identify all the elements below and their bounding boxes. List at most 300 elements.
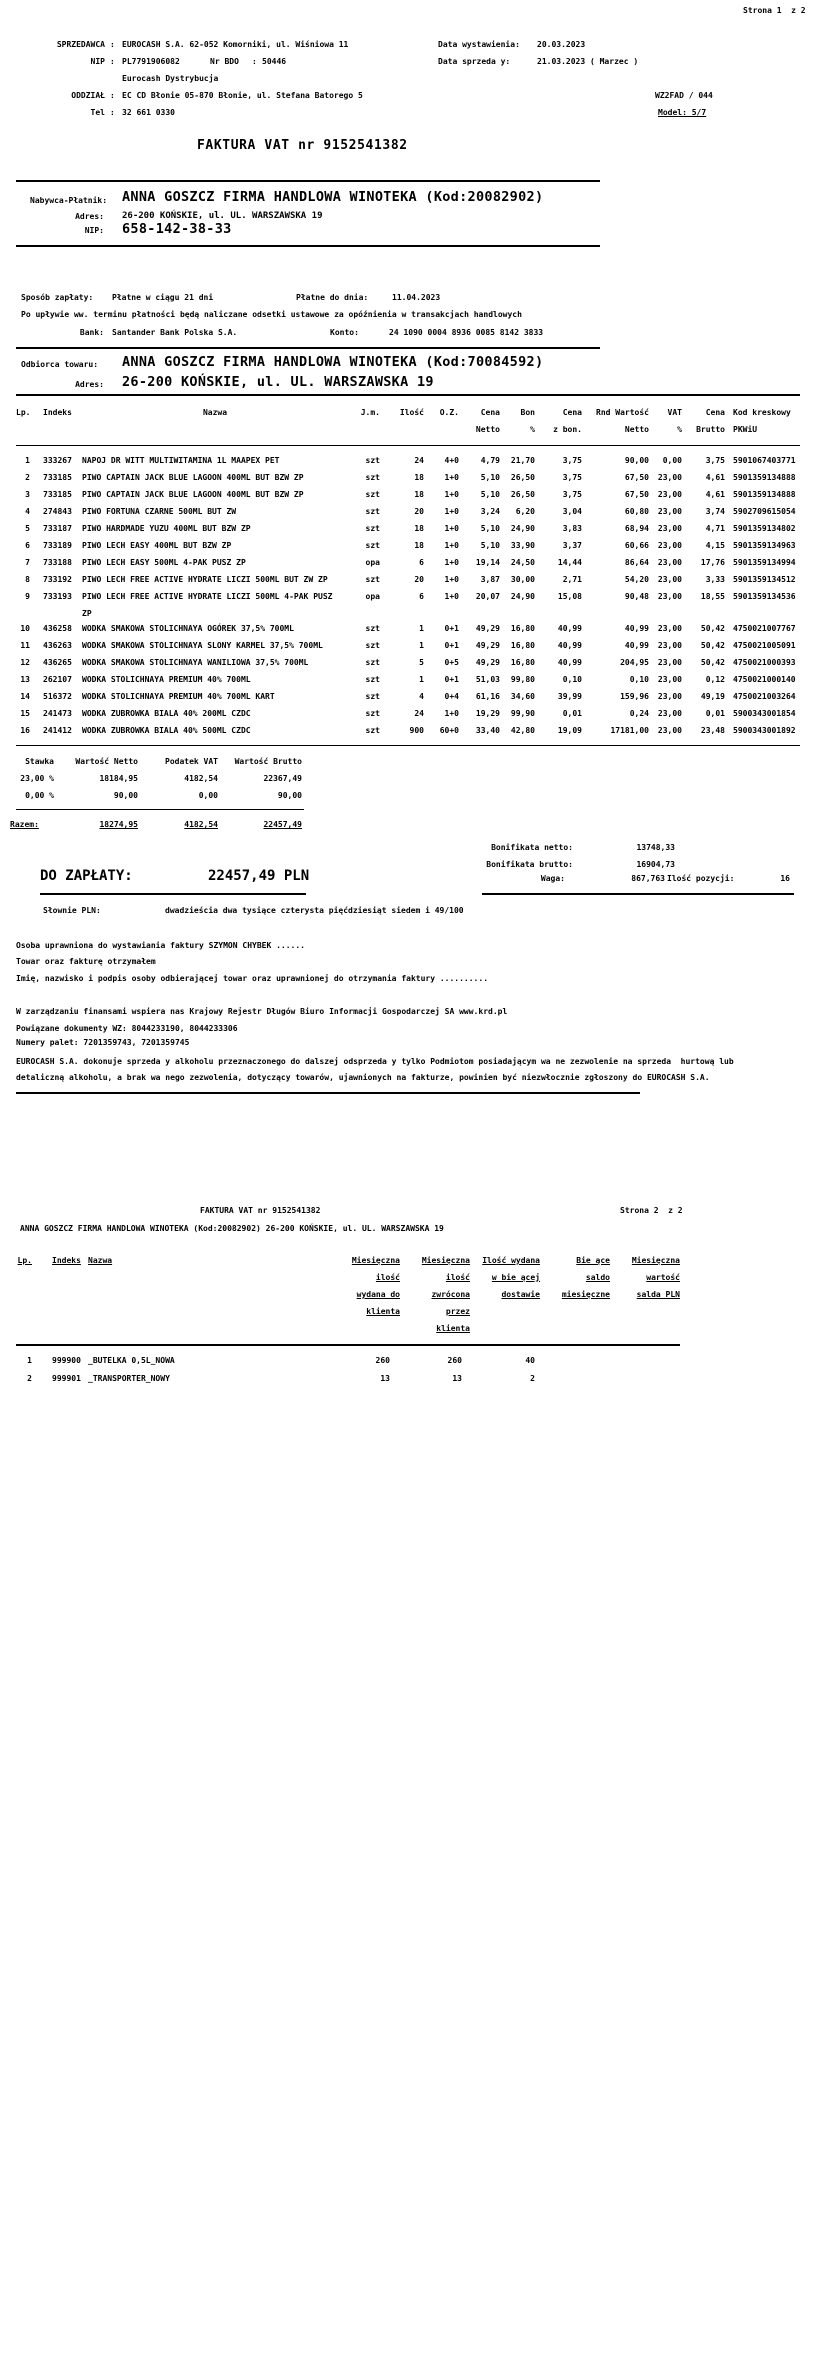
col-vat: 23,00 bbox=[657, 490, 682, 499]
col-wydane-mies-header bbox=[268, 1256, 400, 1341]
col-bon: 16,80 bbox=[510, 624, 535, 633]
col-kod-kreskowy: 4750021007767 bbox=[733, 624, 796, 633]
col-cena-brutto: 23,48 bbox=[700, 726, 725, 735]
weight-value: 867,763 bbox=[631, 874, 665, 883]
col-vat: 23,00 bbox=[657, 641, 682, 650]
col-lp: 4 bbox=[25, 507, 30, 516]
col-cena-brutto: 4,61 bbox=[705, 473, 725, 482]
bonifikata-brutto-value: 16904,73 bbox=[636, 860, 675, 869]
col-cena-z-bon: 39,99 bbox=[557, 692, 582, 701]
col-indeks: 516372 bbox=[43, 692, 72, 701]
item-row bbox=[16, 524, 800, 541]
buyer-label: Nabywca-Płatnik: bbox=[30, 196, 108, 205]
col-vat: 23,00 bbox=[657, 692, 682, 701]
col-kod-kreskowy: Kod kreskowy bbox=[733, 408, 791, 417]
col-cena-netto: Cena bbox=[480, 408, 500, 417]
col-oz: 0+4 bbox=[444, 692, 459, 701]
col-wartosc-netto: 60,66 bbox=[624, 541, 649, 550]
col-vat: 23,00 bbox=[657, 726, 682, 735]
item-row bbox=[16, 726, 800, 743]
col-wartosc-netto: Rnd Wartość bbox=[596, 408, 649, 417]
seller-nip: PL7791906082 bbox=[122, 57, 180, 66]
col-cena-netto: 51,03 bbox=[475, 675, 500, 684]
col-indeks: 436263 bbox=[43, 641, 72, 650]
vat-col-podatek: 0,00 bbox=[198, 791, 218, 800]
bank-label: Bank: bbox=[79, 328, 104, 337]
col-wartosc-netto: Netto bbox=[624, 425, 649, 434]
bdo-number: 50446 bbox=[262, 57, 287, 66]
vat-summary-total-row bbox=[10, 820, 310, 837]
line-count-value: 16 bbox=[780, 874, 790, 883]
sale-date-label: Data sprzeda y: bbox=[438, 57, 511, 66]
col-wartosc-salda bbox=[610, 1374, 680, 1392]
page2-buyer-line: ANNA GOSZCZ FIRMA HANDLOWA WINOTEKA (Kod:20082902) 26-200 KOŃSKIE, ul. UL. WARSZAWSKA 19 bbox=[20, 1224, 444, 1233]
col-ilosc: Ilość bbox=[399, 408, 424, 417]
col-indeks: 733193 bbox=[43, 592, 72, 601]
col-kod-kreskowy: PKWiU bbox=[733, 425, 758, 434]
col-indeks: 999900 bbox=[52, 1356, 81, 1365]
col-kod-kreskowy: 4750021003264 bbox=[733, 692, 796, 701]
header-line: ilość bbox=[375, 1273, 400, 1282]
col-oz: O.Z. bbox=[439, 408, 459, 417]
col-jm: szt bbox=[365, 692, 380, 701]
col-nazwa: PIWO HARDMADE YUZU 400ML BUT BZW ZP bbox=[82, 524, 251, 533]
header-line: klienta bbox=[366, 1307, 400, 1316]
divider bbox=[16, 394, 800, 396]
col-cena-z-bon: 19,09 bbox=[557, 726, 582, 735]
col-cena-z-bon: 40,99 bbox=[557, 658, 582, 667]
col-saldo-biezace-header bbox=[540, 1256, 610, 1341]
header-line: miesięczne bbox=[561, 1290, 610, 1299]
col-wartosc-netto: 17181,00 bbox=[610, 726, 649, 735]
col-oz: 1+0 bbox=[444, 558, 459, 567]
due-date-label: Płatne do dnia: bbox=[296, 293, 369, 302]
col-oz: 1+0 bbox=[444, 541, 459, 550]
col-wydane-dostawa: 2 bbox=[530, 1374, 535, 1383]
col-jm: J.m. bbox=[360, 408, 380, 417]
seller-division: Eurocash Dystrybucja bbox=[122, 74, 219, 83]
col-indeks: 733185 bbox=[43, 490, 72, 499]
col-wartosc-netto: 0,10 bbox=[629, 675, 649, 684]
col-bon: 26,50 bbox=[510, 473, 535, 482]
header-line: saldo bbox=[585, 1273, 610, 1282]
col-indeks bbox=[30, 425, 76, 442]
col-cena-brutto: 3,75 bbox=[705, 456, 725, 465]
col-oz: 4+0 bbox=[444, 456, 459, 465]
col-indeks: 999901 bbox=[52, 1374, 81, 1383]
col-nazwa: WODKA STOLICHNAYA PREMIUM 40% 700ML KART bbox=[82, 692, 275, 701]
branch-sep: : bbox=[110, 91, 115, 100]
col-bon: Bon bbox=[520, 408, 535, 417]
col-cena-netto: 5,10 bbox=[480, 473, 500, 482]
divider bbox=[16, 347, 600, 349]
col-bon: 16,80 bbox=[510, 658, 535, 667]
col-indeks-header bbox=[32, 1256, 81, 1341]
col-ilosc bbox=[380, 425, 424, 442]
col-saldo-biezace bbox=[540, 1374, 610, 1392]
col-wartosc-netto: 68,94 bbox=[624, 524, 649, 533]
col-wartosc-netto: 60,80 bbox=[624, 507, 649, 516]
seller-label: SPRZEDAWCA bbox=[56, 40, 105, 49]
col-cena-brutto: 0,12 bbox=[705, 675, 725, 684]
col-indeks: 733189 bbox=[43, 541, 72, 550]
col-ilosc: 18 bbox=[414, 541, 424, 550]
vat-col-brutto: 90,00 bbox=[277, 791, 302, 800]
col-cena-brutto: 4,71 bbox=[705, 524, 725, 533]
col-indeks: 436258 bbox=[43, 624, 72, 633]
col-vat: 23,00 bbox=[657, 473, 682, 482]
header-line: Miesięczna bbox=[631, 1256, 680, 1265]
col-cena-brutto: 3,74 bbox=[705, 507, 725, 516]
col-cena-brutto: 4,15 bbox=[705, 541, 725, 550]
payment-method: Płatne w ciągu 21 dni bbox=[112, 293, 214, 302]
item-row bbox=[16, 592, 800, 609]
col-oz: 1+0 bbox=[444, 709, 459, 718]
col-lp: 10 bbox=[20, 624, 30, 633]
col-wydane-mies: 13 bbox=[380, 1374, 390, 1383]
col-zwrocone-mies-header bbox=[400, 1256, 470, 1341]
col-indeks: 733188 bbox=[43, 558, 72, 567]
account-label: Konto: bbox=[330, 328, 359, 337]
vat-rate-row bbox=[10, 774, 310, 791]
col-wartosc-netto: 54,20 bbox=[624, 575, 649, 584]
col-cena-z-bon: z bon. bbox=[553, 425, 582, 434]
divider bbox=[482, 893, 794, 895]
col-bon: 34,60 bbox=[510, 692, 535, 701]
col-nazwa: _TRANSPORTER_NOWY bbox=[88, 1374, 170, 1383]
col-cena-brutto: Cena bbox=[705, 408, 725, 417]
col-cena-brutto: 0,01 bbox=[705, 709, 725, 718]
col-indeks: Indeks bbox=[43, 408, 72, 417]
col-wartosc-netto: 90,48 bbox=[624, 592, 649, 601]
items-table-body bbox=[16, 456, 800, 743]
item-row bbox=[16, 490, 800, 507]
header-line: w bie ącej bbox=[491, 1273, 540, 1282]
col-cena-z-bon: 2,71 bbox=[562, 575, 582, 584]
col-kod-kreskowy: 5901359134963 bbox=[733, 541, 796, 550]
col-nazwa: WODKA SMAKOWA STOLICHNAYA SLONY KARMEL 37,5% 700ML bbox=[82, 641, 323, 650]
col-indeks: 733187 bbox=[43, 524, 72, 533]
col-wartosc-netto: 90,00 bbox=[624, 456, 649, 465]
col-cena-netto: 3,24 bbox=[480, 507, 500, 516]
vat-col-stawka: Razem: bbox=[10, 820, 39, 829]
col-ilosc: 6 bbox=[419, 558, 424, 567]
header-line: zwrócona bbox=[431, 1290, 470, 1299]
account-number: 24 1090 0004 8936 0085 8142 3833 bbox=[389, 328, 544, 337]
vat-col-brutto: 22367,49 bbox=[263, 774, 302, 783]
col-ilosc: 5 bbox=[419, 658, 424, 667]
col-kod-kreskowy: 4750021000393 bbox=[733, 658, 796, 667]
col-cena-netto: 49,29 bbox=[475, 641, 500, 650]
vat-col-netto: 18274,95 bbox=[99, 820, 138, 829]
col-jm: szt bbox=[365, 524, 380, 533]
col-kod-kreskowy: 5901359134888 bbox=[733, 490, 796, 499]
receiver-label: Odbiorca towaru: bbox=[21, 360, 99, 369]
late-interest-note: Po upływie ww. terminu płatności będą naliczane odsetki ustawowe za opóźnienia w transakcjach handlowych bbox=[21, 310, 522, 319]
col-bon: 30,00 bbox=[510, 575, 535, 584]
header-line: Nazwa bbox=[88, 1256, 113, 1265]
col-cena-netto: 61,16 bbox=[475, 692, 500, 701]
col-cena-z-bon: 40,99 bbox=[557, 624, 582, 633]
col-lp: 11 bbox=[20, 641, 30, 650]
col-cena-z-bon: Cena bbox=[562, 408, 582, 417]
footer-note-line: W zarządzaniu finansami wspiera nas Krajowy Rejestr Długów Biuro Informacji Gospodarczej SA www.krd.pl bbox=[16, 1007, 508, 1016]
col-wartosc-netto: 159,96 bbox=[620, 692, 649, 701]
col-indeks: 436265 bbox=[43, 658, 72, 667]
returns-table-header bbox=[16, 1256, 680, 1341]
col-jm: szt bbox=[365, 456, 380, 465]
col-bon: 16,80 bbox=[510, 641, 535, 650]
header-line: wartość bbox=[646, 1273, 680, 1282]
col-indeks: 733185 bbox=[43, 473, 72, 482]
col-bon: 6,20 bbox=[515, 507, 535, 516]
col-wartosc-netto: 204,95 bbox=[620, 658, 649, 667]
col-oz: 1+0 bbox=[444, 473, 459, 482]
bdo-label: Nr BDO bbox=[210, 57, 239, 66]
issue-date-label: Data wystawienia: bbox=[438, 40, 520, 49]
seller-nip-sep: : bbox=[110, 57, 115, 66]
due-date: 11.04.2023 bbox=[392, 293, 441, 302]
vat-col-brutto: Wartość Brutto bbox=[234, 757, 302, 766]
vat-col-podatek: Podatek VAT bbox=[165, 757, 218, 766]
col-indeks: 262107 bbox=[43, 675, 72, 684]
col-vat: 23,00 bbox=[657, 624, 682, 633]
col-nazwa: WODKA ZUBROWKA BIALA 40% 500ML CZDC bbox=[82, 726, 251, 735]
col-kod-kreskowy: 5901359134888 bbox=[733, 473, 796, 482]
col-jm: szt bbox=[365, 726, 380, 735]
buyer-nip-label: NIP: bbox=[84, 226, 104, 235]
item-row bbox=[16, 558, 800, 575]
item-row bbox=[16, 575, 800, 592]
col-wartosc-netto: 86,64 bbox=[624, 558, 649, 567]
col-bon: 21,70 bbox=[510, 456, 535, 465]
col-nazwa-header bbox=[68, 1256, 268, 1341]
vat-total-row bbox=[10, 820, 310, 837]
col-nazwa: WODKA ZUBROWKA BIALA 40% 200ML CZDC bbox=[82, 709, 251, 718]
col-jm: szt bbox=[365, 641, 380, 650]
col-nazwa: _BUTELKA 0,5L_NOWA bbox=[88, 1356, 175, 1365]
col-ilosc: 900 bbox=[409, 726, 424, 735]
item-row bbox=[16, 456, 800, 473]
returns-row bbox=[16, 1374, 680, 1392]
branch-label: ODDZIAŁ bbox=[71, 91, 105, 100]
amount-in-words: dwadzieścia dwa tysiące czterysta pięćdziesiąt siedem i 49/100 bbox=[165, 906, 464, 915]
vat-col-podatek: 4182,54 bbox=[184, 774, 218, 783]
item-row bbox=[16, 709, 800, 726]
col-cena-netto: 19,14 bbox=[475, 558, 500, 567]
header-line: przez bbox=[445, 1307, 470, 1316]
col-lp bbox=[16, 425, 30, 442]
col-ilosc: 18 bbox=[414, 473, 424, 482]
header-line: Miesięczna bbox=[351, 1256, 400, 1265]
divider bbox=[16, 245, 600, 247]
col-cena-z-bon: 3,75 bbox=[562, 490, 582, 499]
header-line: Bie ące bbox=[576, 1256, 610, 1265]
col-kod-kreskowy: 5901359134536 bbox=[733, 592, 796, 601]
col-ilosc: 20 bbox=[414, 575, 424, 584]
col-wartosc-netto: 67,50 bbox=[624, 490, 649, 499]
col-lp: 13 bbox=[20, 675, 30, 684]
bdo-sep: : bbox=[252, 57, 257, 66]
col-lp: 2 bbox=[27, 1374, 32, 1383]
col-indeks: 733192 bbox=[43, 575, 72, 584]
item-row bbox=[16, 692, 800, 709]
col-oz: 1+0 bbox=[444, 490, 459, 499]
invoice-title: FAKTURA VAT nr 9152541382 bbox=[197, 138, 408, 153]
item-row bbox=[16, 507, 800, 524]
col-kod-kreskowy: 5901067403771 bbox=[733, 456, 796, 465]
payment-method-label: Sposób zapłaty: bbox=[21, 293, 94, 302]
col-nazwa: PIWO FORTUNA CZARNE 500ML BUT ZW bbox=[82, 507, 237, 516]
col-bon: 99,80 bbox=[510, 675, 535, 684]
divider bbox=[16, 1344, 680, 1346]
col-cena-z-bon: 3,83 bbox=[562, 524, 582, 533]
page-indicator-2: Strona 2 z 2 bbox=[620, 1206, 683, 1215]
col-lp-header bbox=[16, 1256, 32, 1341]
footer-note-line: Imię, nazwisko i podpis osoby odbierającej towar oraz uprawnionej do otrzymania faktury .......... bbox=[16, 974, 489, 983]
col-lp: 15 bbox=[20, 709, 30, 718]
col-wydane-mies: 260 bbox=[375, 1356, 390, 1365]
col-wartosc-salda bbox=[610, 1356, 680, 1374]
col-jm: szt bbox=[365, 490, 380, 499]
col-vat: 23,00 bbox=[657, 524, 682, 533]
header-line: Indeks bbox=[52, 1256, 81, 1265]
col-bon: 24,90 bbox=[510, 592, 535, 601]
col-cena-netto: 3,87 bbox=[480, 575, 500, 584]
col-cena-z-bon: 0,01 bbox=[562, 709, 582, 718]
col-bon: 24,90 bbox=[510, 524, 535, 533]
col-kod-kreskowy: 5901359134802 bbox=[733, 524, 796, 533]
vat-summary-table bbox=[10, 757, 310, 808]
col-jm: szt bbox=[365, 624, 380, 633]
col-vat: 23,00 bbox=[657, 675, 682, 684]
footer-note-line: Towar oraz fakturę otrzymałem bbox=[16, 957, 156, 966]
tel-label: Tel bbox=[90, 108, 105, 117]
col-lp: 1 bbox=[25, 456, 30, 465]
header-line: klienta bbox=[436, 1324, 470, 1333]
col-wartosc-netto: 67,50 bbox=[624, 473, 649, 482]
col-cena-brutto: Brutto bbox=[696, 425, 725, 434]
col-cena-brutto: 4,61 bbox=[705, 490, 725, 499]
col-cena-z-bon: 3,04 bbox=[562, 507, 582, 516]
col-cena-netto: 33,40 bbox=[475, 726, 500, 735]
col-wartosc-salda-header bbox=[610, 1256, 680, 1341]
vat-col-netto: 18184,95 bbox=[99, 774, 138, 783]
divider bbox=[16, 745, 800, 746]
col-nazwa: PIWO LECH FREE ACTIVE HYDRATE LICZI 500ML BUT ZW ZP bbox=[82, 575, 328, 584]
col-nazwa: WODKA SMAKOWA STOLICHNAYA OGÓREK 37,5% 700ML bbox=[82, 624, 294, 633]
item-row bbox=[16, 473, 800, 490]
col-oz: 1+0 bbox=[444, 507, 459, 516]
col-oz: 0+1 bbox=[444, 624, 459, 633]
bank-name: Santander Bank Polska S.A. bbox=[112, 328, 238, 337]
col-oz: 0+5 bbox=[444, 658, 459, 667]
buyer-adres: 26-200 KOŃSKIE, ul. UL. WARSZAWSKA 19 bbox=[122, 211, 323, 221]
tel-sep: : bbox=[110, 108, 115, 117]
col-nazwa: NAPOJ DR WITT MULTIWITAMINA 1L MAAPEX PET bbox=[82, 456, 280, 465]
col-lp: 16 bbox=[20, 726, 30, 735]
col-bon: 42,80 bbox=[510, 726, 535, 735]
issue-date: 20.03.2023 bbox=[537, 40, 586, 49]
items-table-header bbox=[16, 408, 800, 442]
vat-col-netto: 90,00 bbox=[113, 791, 138, 800]
col-bon: 24,50 bbox=[510, 558, 535, 567]
divider bbox=[40, 893, 306, 895]
col-cena-netto: 49,29 bbox=[475, 658, 500, 667]
col-nazwa: PIWO LECH EASY 500ML 4-PAK PUSZ ZP bbox=[82, 558, 246, 567]
col-wartosc-netto: 40,99 bbox=[624, 624, 649, 633]
col-jm: szt bbox=[365, 473, 380, 482]
col-nazwa: ZP bbox=[82, 609, 92, 618]
col-kod-kreskowy: 5900343001892 bbox=[733, 726, 796, 735]
col-ilosc: 1 bbox=[419, 641, 424, 650]
receiver-adres: 26-200 KOŃSKIE, ul. UL. WARSZAWSKA 19 bbox=[122, 374, 434, 390]
col-cena-z-bon: 3,75 bbox=[562, 456, 582, 465]
item-row bbox=[16, 541, 800, 558]
line-count-label: Ilość pozycji: bbox=[667, 874, 735, 883]
vat-col-stawka: 0,00 % bbox=[25, 791, 54, 800]
col-lp: 12 bbox=[20, 658, 30, 667]
col-wydane-dostawa: 40 bbox=[525, 1356, 535, 1365]
returns-row bbox=[16, 1356, 680, 1374]
header-line: Lp. bbox=[17, 1256, 32, 1265]
col-cena-brutto: 18,55 bbox=[700, 592, 725, 601]
col-vat: VAT bbox=[667, 408, 682, 417]
col-vat: 0,00 bbox=[662, 456, 682, 465]
col-vat: 23,00 bbox=[657, 507, 682, 516]
col-cena-brutto: 50,42 bbox=[700, 641, 725, 650]
col-indeks: 241412 bbox=[43, 726, 72, 735]
col-nazwa: Nazwa bbox=[202, 408, 228, 417]
footer-note-line: Powiązane dokumenty WZ: 8044233190, 8044233306 bbox=[16, 1024, 238, 1033]
col-jm: szt bbox=[365, 709, 380, 718]
divider bbox=[16, 445, 800, 446]
col-jm: szt bbox=[365, 575, 380, 584]
footer-note-line: EUROCASH S.A. dokonuje sprzeda y alkoholu przeznaczonego do dalszej odsprzeda y tylko Podmiotom posiadającym wa ne zezwolenie na sprzeda hurtową lub bbox=[16, 1057, 734, 1066]
col-lp: 8 bbox=[25, 575, 30, 584]
col-cena-brutto: 50,42 bbox=[700, 658, 725, 667]
col-vat: 23,00 bbox=[657, 658, 682, 667]
col-vat: 23,00 bbox=[657, 592, 682, 601]
item-row bbox=[16, 658, 800, 675]
col-nazwa: PIWO LECH EASY 400ML BUT BZW ZP bbox=[82, 541, 232, 550]
col-kod-kreskowy: 4750021000140 bbox=[733, 675, 796, 684]
col-ilosc: 1 bbox=[419, 624, 424, 633]
col-cena-brutto: 3,33 bbox=[705, 575, 725, 584]
item-row bbox=[16, 675, 800, 692]
items-header-row bbox=[16, 408, 800, 425]
branch-address: EC CD Błonie 05-870 Błonie, ul. Stefana Batorego 5 bbox=[122, 91, 363, 100]
col-vat: % bbox=[677, 425, 682, 434]
model-code: Model: 5/7 bbox=[658, 108, 707, 117]
receiver-name: ANNA GOSZCZ FIRMA HANDLOWA WINOTEKA (Kod:70084592) bbox=[122, 354, 544, 370]
col-indeks: 274843 bbox=[43, 507, 72, 516]
col-indeks: 241473 bbox=[43, 709, 72, 718]
col-lp: 5 bbox=[25, 524, 30, 533]
col-lp: 7 bbox=[25, 558, 30, 567]
col-lp: 1 bbox=[27, 1356, 32, 1365]
divider bbox=[16, 1092, 640, 1094]
col-ilosc: 6 bbox=[419, 592, 424, 601]
returns-header-row bbox=[16, 1256, 680, 1341]
col-cena-brutto: 50,42 bbox=[700, 624, 725, 633]
col-cena-netto: 5,10 bbox=[480, 541, 500, 550]
col-kod-kreskowy: 5902709615054 bbox=[733, 507, 796, 516]
col-lp: 9 bbox=[25, 592, 30, 601]
col-bon: 26,50 bbox=[510, 490, 535, 499]
col-oz: 0+1 bbox=[444, 675, 459, 684]
amount-due-value: 22457,49 PLN bbox=[208, 868, 310, 884]
